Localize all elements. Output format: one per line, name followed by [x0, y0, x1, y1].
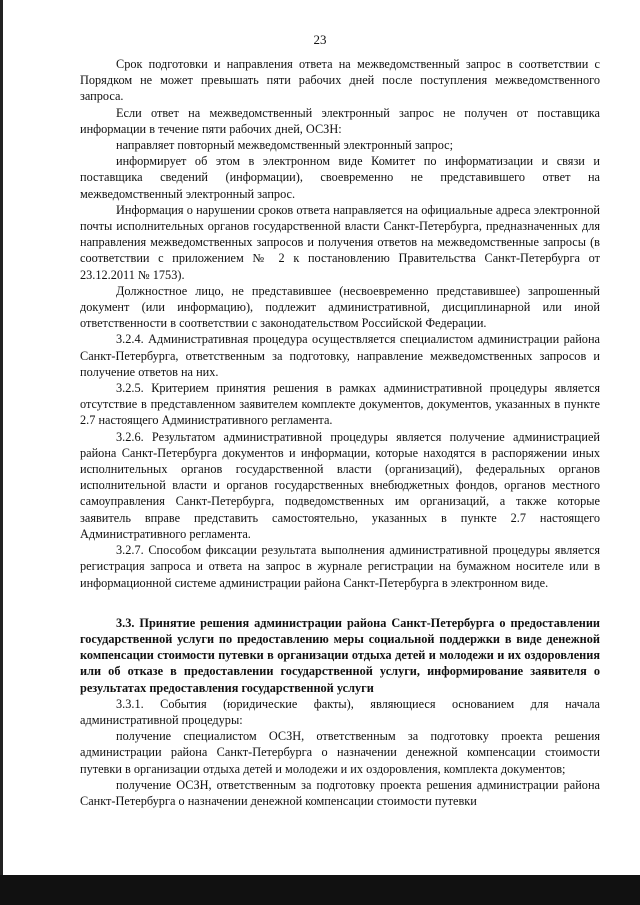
paragraph: Если ответ на межведомственный электронный запрос не получен от поставщика информации в течение пяти рабочих дней, ОСЗН:	[80, 105, 600, 136]
paragraph: получение ОСЗН, ответственным за подготовку проекта решения администрации района Санкт-Петербурга о назначении денежной компенсации стоимости путевки	[80, 777, 600, 808]
paragraph: 3.2.7. Способом фиксации результата выполнения административной процедуры является регистрация запроса и ответа на запрос в журнале регистрации на бумажном носителе или в информационной системе администрации района Санкт-Петербурга в электронном виде.	[80, 543, 600, 590]
paragraph: 3.2.5. Критерием принятия решения в рамках административной процедуры является отсутствие в представленном заявителем комплекте документов, документов, указанных в пункте 2.7 настоящего Административного регламента.	[80, 381, 600, 428]
paragraph: 3.2.6. Результатом административной процедуры является получение администрацией района Санкт-Петербурга документов и информации, которые находятся в распоряжении иных исполнительных органов государственной власти (организаций), федеральных органов исполнительной власти и органов государственных внебюджетных фондов, органов местного самоуправления Санкт-Петербурга, подведомственных им организаций, а также которые заявитель вправе представить самостоятельно, указанных в пункте 2.7 настоящего Административного регламента.	[80, 429, 600, 541]
paragraph: 3.2.4. Административная процедура осуществляется специалистом администрации района Санкт-Петербурга, ответственным за подготовку, направление межведомственных запросов и получение ответов на них.	[80, 332, 600, 379]
scan-left-edge	[0, 0, 3, 905]
scan-bottom-edge	[0, 875, 640, 905]
paragraph: Информация о нарушении сроков ответа направляется на официальные адреса электронной почты исполнительных органов государственной власти Санкт-Петербурга, предназначенных для направления межведомственных запросов и получения ответов на межведомственные запросы (в соответствии с приложением № 2 к постановлению Правительства Санкт-Петербурга от 23.12.2011 № 1753).	[80, 202, 600, 282]
document-body	[80, 56, 600, 809]
section-heading: 3.3. Принятие решения администрации района Санкт-Петербурга о предоставлении государственной услуги по предоставлению меры социальной поддержки в виде денежной компенсации стоимости путевки в организации отдыха детей и молодежи и их оздоровления или об отказе в предоставлении государственной услуги, информирование заявителя о результатах предоставления государственной услуги	[80, 615, 600, 695]
paragraph: Должностное лицо, не представившее (несвоевременно представившее) запрошенный документ (или информацию), подлежит административной, дисциплинарной или иной ответственности в соответствии с законодательством Российской Федерации.	[80, 283, 600, 331]
paragraph: информирует об этом в электронном виде Комитет по информатизации и связи и поставщика сведений (информации), своевременно не представившего ответ на межведомственный электронный запрос.	[80, 154, 600, 201]
paragraph: 3.3.1. События (юридические факты), являющиеся основанием для начала административной процедуры:	[80, 696, 600, 727]
paragraph: направляет повторный межведомственный электронный запрос;	[116, 138, 454, 153]
paragraph: Срок подготовки и направления ответа на межведомственный запрос в соответствии с Порядком не может превышать пяти рабочих дней после поступления межведомственного запроса.	[80, 57, 600, 104]
paragraph: получение специалистом ОСЗН, ответственным за подготовку проекта решения администрации района Санкт-Петербурга о назначении денежной компенсации стоимости путевки в организации отдыха детей и молодежи и их оздоровления, комплекта документов;	[80, 729, 600, 776]
page-number: 23	[313, 32, 327, 47]
